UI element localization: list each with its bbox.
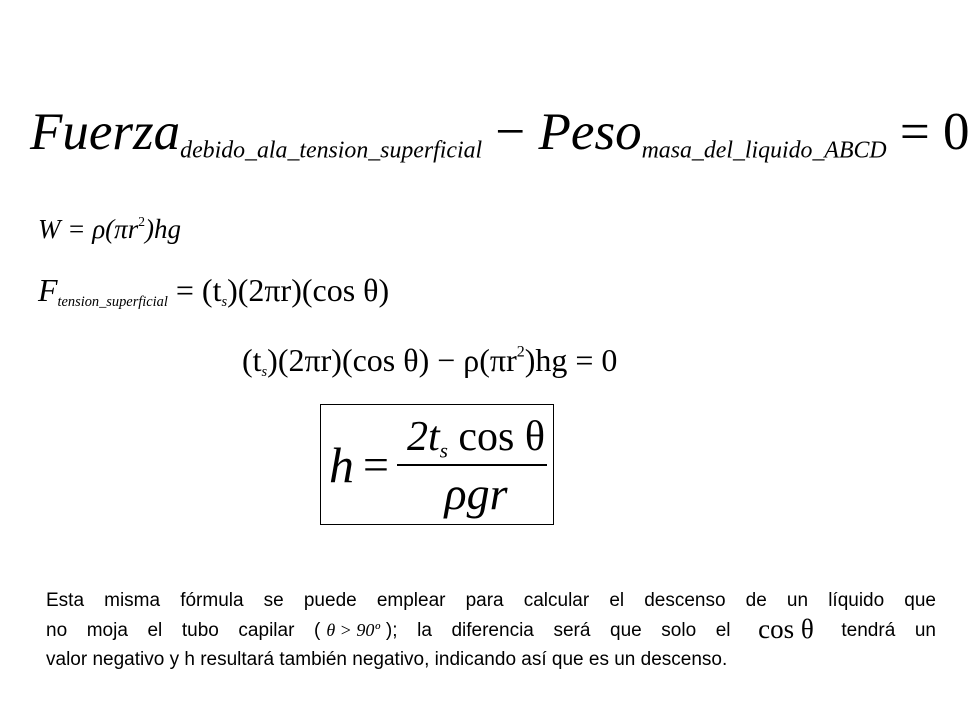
force-subscript: debido_ala_tension_superficial [180, 137, 483, 164]
tension-rhs-b: )(2πr)(cos θ) [227, 272, 390, 308]
minus-sign: − [482, 103, 539, 161]
tension-force-subscript: tension_superficial [57, 294, 168, 311]
numerator-a: 2t [407, 414, 440, 460]
line2-text-b: ); la diferencia será que solo el [385, 620, 731, 641]
combined-c: )hg = 0 [524, 342, 618, 378]
line2-text-a: no moja el tubo capilar ( [46, 620, 321, 641]
theta-condition-math: θ > 90º [326, 620, 380, 640]
line2-text-c: tendrá un [841, 620, 936, 641]
force-balance-equation [30, 102, 970, 162]
weight-rhs-a: = ρ(πr [60, 214, 139, 244]
combined-equation [242, 342, 617, 379]
force-symbol: Fuerza [30, 103, 181, 161]
equals-zero: = 0 [886, 103, 970, 161]
weight-rhs-b: )hg [144, 214, 181, 244]
weight-subscript: masa_del_liquido_ABCD [641, 137, 887, 164]
fraction-numerator [401, 413, 551, 461]
height-symbol: h [329, 437, 354, 493]
fraction-bar [397, 464, 547, 466]
combined-ts-subscript: s [261, 364, 268, 381]
weight-lhs: W [38, 214, 61, 244]
paragraph-line-3: valor negativo y h resultará también negativo, indicando así que es un descenso. [46, 649, 728, 670]
tension-force-equation [38, 272, 389, 309]
combined-b: )(2πr)(cos θ) − ρ(πr [267, 342, 517, 378]
weight-equation [38, 214, 181, 245]
result-equals: = [363, 439, 389, 490]
result-formula-box [320, 404, 554, 525]
numerator-b: cos θ [447, 414, 545, 460]
cos-theta-math: cos θ [758, 614, 814, 644]
weight-exponent: 2 [138, 213, 145, 229]
numerator-subscript: s [439, 438, 448, 463]
paragraph-line-2 [46, 615, 936, 645]
ts-subscript: s [221, 294, 228, 311]
tension-rhs-a: = (t [167, 272, 222, 308]
weight-symbol: Peso [538, 103, 642, 161]
combined-exponent: 2 [516, 343, 525, 361]
fraction-denominator: ρgr [444, 468, 508, 519]
explanation-paragraph [46, 586, 936, 674]
tension-force-symbol: F [38, 272, 58, 308]
combined-a: (t [242, 342, 262, 378]
paragraph-line-1: Esta misma fórmula se puede emplear para calcular el descenso de un líquido que [46, 590, 936, 611]
